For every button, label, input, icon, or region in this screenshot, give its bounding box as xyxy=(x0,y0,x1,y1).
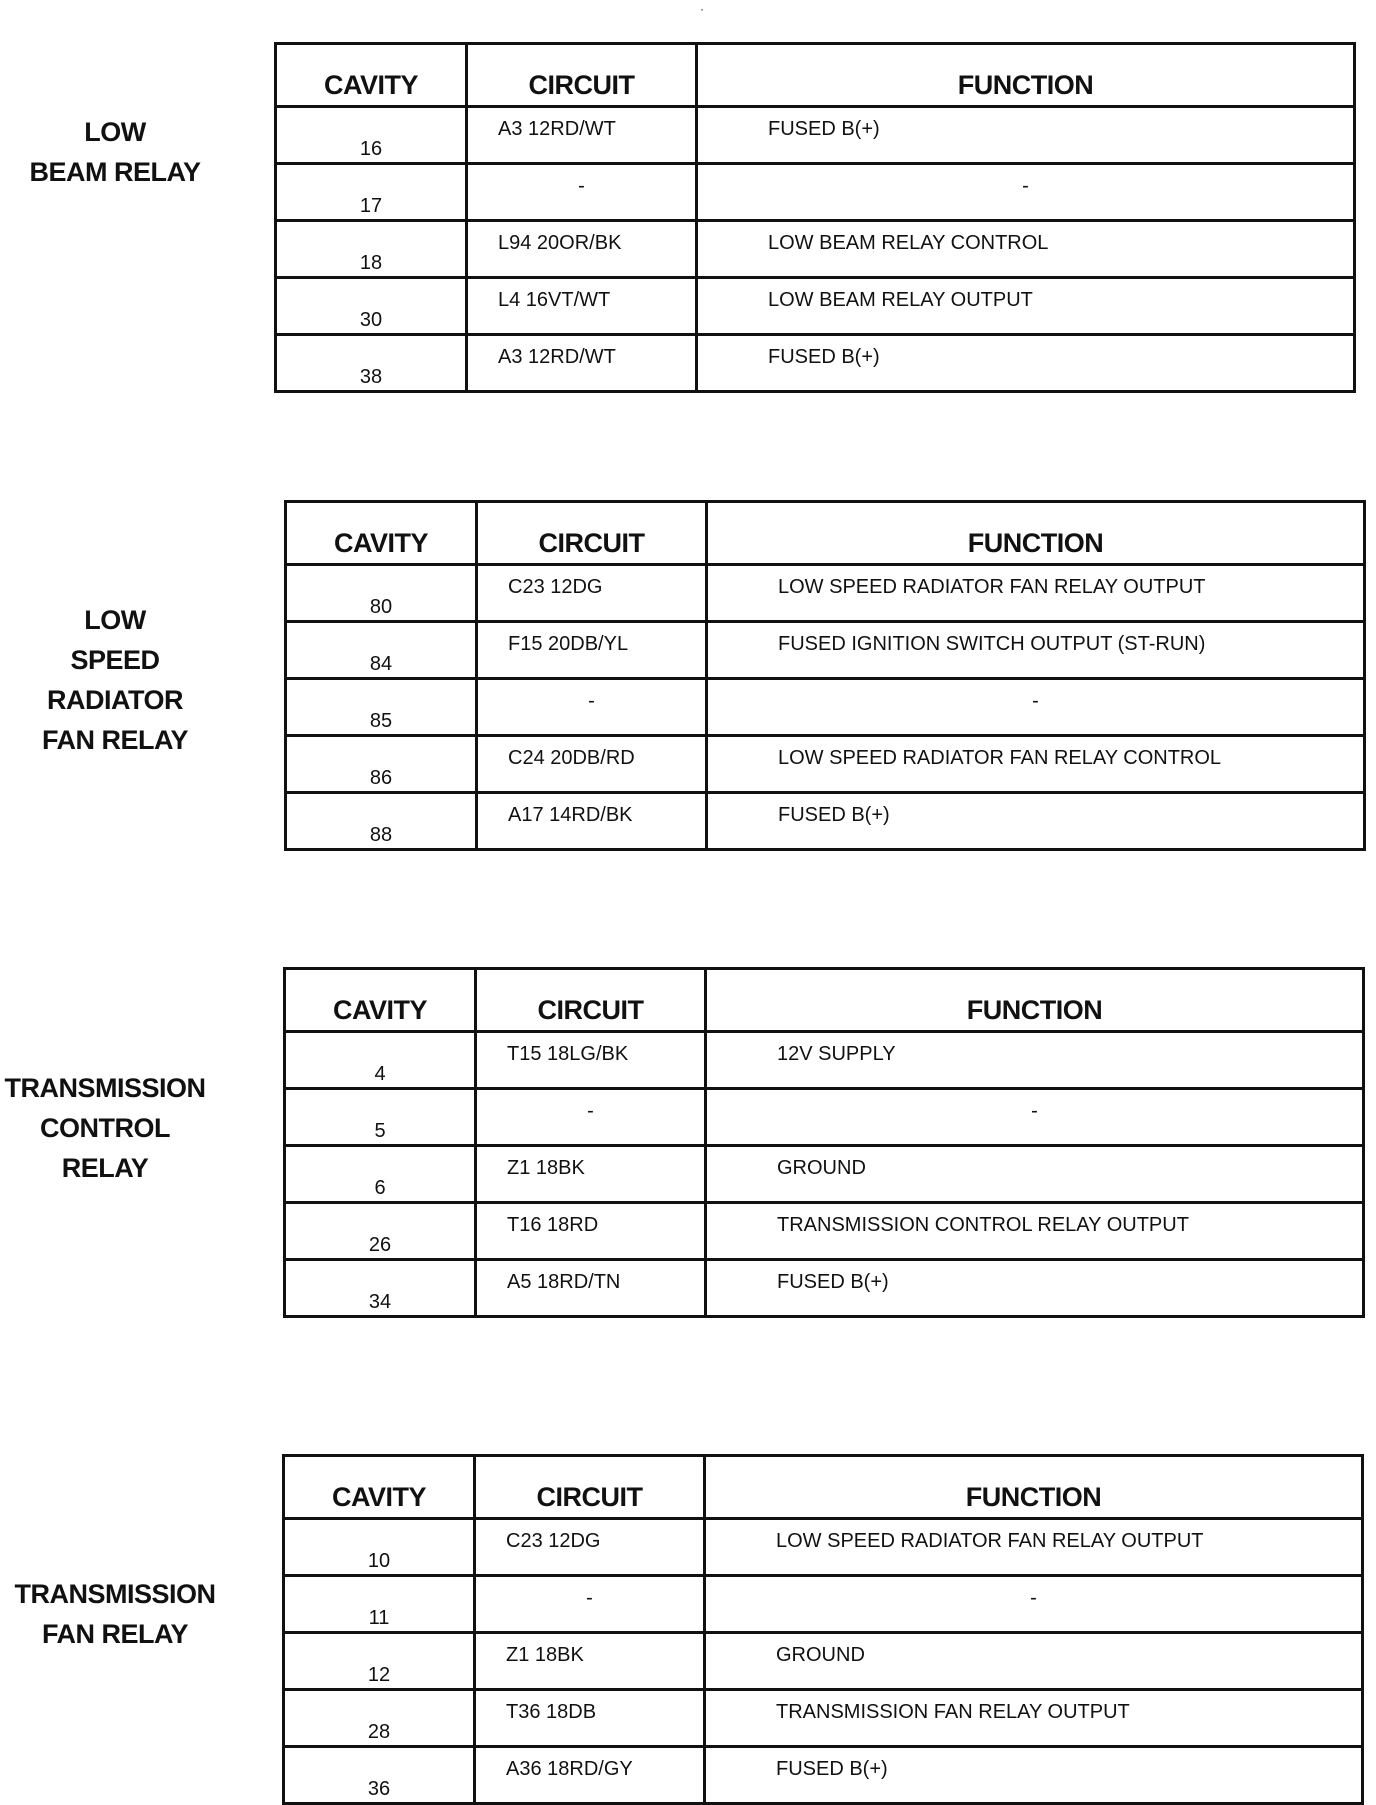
cavity-cell: 80 xyxy=(286,565,477,622)
function-cell: - xyxy=(697,164,1355,221)
relay-label xyxy=(0,112,230,192)
circuit-header: CIRCUIT xyxy=(475,1456,705,1519)
function-cell: 12V SUPPLY xyxy=(706,1032,1364,1089)
table-row xyxy=(276,107,1355,164)
cavity-cell: 30 xyxy=(276,278,467,335)
function-header: FUNCTION xyxy=(697,44,1355,107)
circuit-cell: Z1 18BK xyxy=(475,1633,705,1690)
function-cell: FUSED B(+) xyxy=(707,793,1365,850)
relay-table xyxy=(282,1454,1364,1805)
circuit-cell: C23 12DG xyxy=(477,565,707,622)
scan-dot: · xyxy=(700,2,704,16)
table-row xyxy=(285,1032,1364,1089)
cavity-cell: 36 xyxy=(284,1747,475,1804)
relay-table xyxy=(284,500,1366,851)
circuit-cell: L94 20OR/BK xyxy=(467,221,697,278)
circuit-cell: A36 18RD/GY xyxy=(475,1747,705,1804)
circuit-header: CIRCUIT xyxy=(477,502,707,565)
cavity-cell: 18 xyxy=(276,221,467,278)
function-cell: LOW SPEED RADIATOR FAN RELAY OUTPUT xyxy=(707,565,1365,622)
relay-label-line: FAN RELAY xyxy=(41,725,189,755)
circuit-header: CIRCUIT xyxy=(476,969,706,1032)
relay-label xyxy=(0,1068,210,1188)
relay-label-line: TRANSMISSION xyxy=(4,1073,206,1103)
cavity-cell: 28 xyxy=(284,1690,475,1747)
cavity-cell: 88 xyxy=(286,793,477,850)
cavity-cell: 11 xyxy=(284,1576,475,1633)
cavity-cell: 5 xyxy=(285,1089,476,1146)
circuit-cell: C23 12DG xyxy=(475,1519,705,1576)
function-cell: - xyxy=(705,1576,1363,1633)
cavity-cell: 34 xyxy=(285,1260,476,1317)
circuit-header: CIRCUIT xyxy=(467,44,697,107)
cavity-cell: 85 xyxy=(286,679,477,736)
relay-table xyxy=(283,967,1365,1318)
function-cell: - xyxy=(706,1089,1364,1146)
relay-label xyxy=(0,600,230,760)
table-row xyxy=(286,793,1365,850)
cavity-cell: 12 xyxy=(284,1633,475,1690)
circuit-cell: T15 18LG/BK xyxy=(476,1032,706,1089)
relay-label-line: FAN RELAY xyxy=(41,1619,189,1649)
function-cell: GROUND xyxy=(706,1146,1364,1203)
circuit-cell: - xyxy=(475,1576,705,1633)
function-cell: GROUND xyxy=(705,1633,1363,1690)
cavity-cell: 10 xyxy=(284,1519,475,1576)
relay-label-line: BEAM RELAY xyxy=(29,157,201,187)
function-cell: FUSED B(+) xyxy=(697,107,1355,164)
circuit-cell: A3 12RD/WT xyxy=(467,335,697,392)
table-row xyxy=(276,335,1355,392)
table-row xyxy=(276,221,1355,278)
function-cell: LOW SPEED RADIATOR FAN RELAY OUTPUT xyxy=(705,1519,1363,1576)
table-row xyxy=(286,565,1365,622)
circuit-cell: A3 12RD/WT xyxy=(467,107,697,164)
circuit-cell: Z1 18BK xyxy=(476,1146,706,1203)
table-row xyxy=(276,164,1355,221)
cavity-cell: 26 xyxy=(285,1203,476,1260)
cavity-cell: 6 xyxy=(285,1146,476,1203)
cavity-header: CAVITY xyxy=(286,502,477,565)
table-row xyxy=(285,1146,1364,1203)
table-row xyxy=(285,1203,1364,1260)
function-cell: - xyxy=(707,679,1365,736)
table-row xyxy=(286,622,1365,679)
relay-table xyxy=(274,42,1356,393)
function-cell: FUSED B(+) xyxy=(697,335,1355,392)
table-row xyxy=(285,1260,1364,1317)
function-cell: LOW BEAM RELAY OUTPUT xyxy=(697,278,1355,335)
cavity-header: CAVITY xyxy=(276,44,467,107)
function-header: FUNCTION xyxy=(707,502,1365,565)
cavity-cell: 86 xyxy=(286,736,477,793)
function-cell: TRANSMISSION FAN RELAY OUTPUT xyxy=(705,1690,1363,1747)
table-row xyxy=(284,1519,1363,1576)
table-row xyxy=(286,679,1365,736)
relay-label xyxy=(0,1574,230,1654)
table-row xyxy=(284,1633,1363,1690)
function-cell: TRANSMISSION CONTROL RELAY OUTPUT xyxy=(706,1203,1364,1260)
table-header-row xyxy=(284,1456,1363,1519)
relay-label-line: LOW xyxy=(84,605,146,635)
circuit-cell: A5 18RD/TN xyxy=(476,1260,706,1317)
cavity-cell: 16 xyxy=(276,107,467,164)
cavity-cell: 17 xyxy=(276,164,467,221)
function-header: FUNCTION xyxy=(706,969,1364,1032)
table-row xyxy=(284,1576,1363,1633)
function-cell: LOW SPEED RADIATOR FAN RELAY CONTROL xyxy=(707,736,1365,793)
circuit-cell: F15 20DB/YL xyxy=(477,622,707,679)
relay-label-line: TRANSMISSION xyxy=(14,1579,216,1609)
table-row xyxy=(285,1089,1364,1146)
table-header-row xyxy=(276,44,1355,107)
relay-label-line: LOW xyxy=(84,117,146,147)
cavity-cell: 84 xyxy=(286,622,477,679)
cavity-cell: 4 xyxy=(285,1032,476,1089)
cavity-cell: 38 xyxy=(276,335,467,392)
circuit-cell: L4 16VT/WT xyxy=(467,278,697,335)
relay-label-line: CONTROL RELAY xyxy=(40,1113,170,1183)
table-row xyxy=(284,1747,1363,1804)
cavity-header: CAVITY xyxy=(285,969,476,1032)
circuit-cell: - xyxy=(467,164,697,221)
table-header-row xyxy=(286,502,1365,565)
relay-label-line: SPEED RADIATOR xyxy=(47,645,183,715)
table-row xyxy=(286,736,1365,793)
cavity-header: CAVITY xyxy=(284,1456,475,1519)
circuit-cell: - xyxy=(477,679,707,736)
table-row xyxy=(284,1690,1363,1747)
circuit-cell: T16 18RD xyxy=(476,1203,706,1260)
function-cell: FUSED IGNITION SWITCH OUTPUT (ST-RUN) xyxy=(707,622,1365,679)
function-cell: FUSED B(+) xyxy=(705,1747,1363,1804)
circuit-cell: A17 14RD/BK xyxy=(477,793,707,850)
circuit-cell: C24 20DB/RD xyxy=(477,736,707,793)
function-cell: FUSED B(+) xyxy=(706,1260,1364,1317)
function-header: FUNCTION xyxy=(705,1456,1363,1519)
function-cell: LOW BEAM RELAY CONTROL xyxy=(697,221,1355,278)
table-header-row xyxy=(285,969,1364,1032)
circuit-cell: - xyxy=(476,1089,706,1146)
table-row xyxy=(276,278,1355,335)
circuit-cell: T36 18DB xyxy=(475,1690,705,1747)
